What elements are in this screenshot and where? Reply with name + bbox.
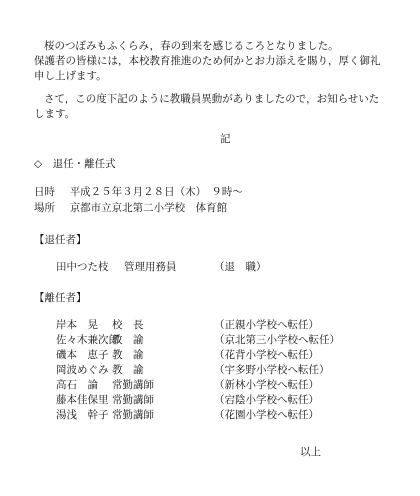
ceremony-place <box>34 202 227 215</box>
departure-row <box>56 364 376 377</box>
departure-row <box>56 319 376 332</box>
departures-heading: 【離任者】 <box>34 292 87 304</box>
departure-note: （花背小学校へ転任） <box>214 349 319 361</box>
departure-note: （宇多野小学校へ転任） <box>214 364 330 376</box>
departure-row <box>56 379 376 392</box>
departure-note: （正親小学校へ転任） <box>214 319 319 331</box>
departure-role: 校 長 <box>112 319 144 331</box>
departure-role: 常勤講師 <box>112 394 154 406</box>
retiree-role: 管理用務員 <box>124 261 177 273</box>
retiree-note: （退 職） <box>214 261 267 273</box>
departure-role: 常勤講師 <box>112 379 154 391</box>
closing-text: 以上 <box>300 446 321 458</box>
departure-name: 湯浅 幹子 <box>56 409 109 421</box>
departure-row <box>56 349 376 362</box>
retirees-heading: 【退任者】 <box>34 234 87 246</box>
departure-note: （新林小学校へ転任） <box>214 379 319 391</box>
intro-line-2: 保護者の皆様には，本校教育推進のため何かとお力添えを賜り，厚く御礼 <box>34 55 381 67</box>
departure-note: （宕陰小学校へ転任） <box>214 394 319 406</box>
ceremony-heading: ◇ 退任・離任式 <box>34 158 116 170</box>
departure-note: （京北第三小学校へ転任） <box>214 334 340 346</box>
departure-role: 教 諭 <box>112 334 144 346</box>
departure-note: （花園小学校へ転任） <box>214 409 319 421</box>
intro-line-4: さて，この度下記のように教職員異動がありましたので，お知らせいた <box>44 93 380 105</box>
intro-line-5: します。 <box>34 108 76 120</box>
date-label: 日時 <box>34 186 55 198</box>
place-value: 京都市立京北第二小学校 体育館 <box>69 202 228 214</box>
departure-role: 常勤講師 <box>112 409 154 421</box>
retiree-row <box>56 261 356 274</box>
departure-name: 佐々木兼次郎 <box>56 334 119 346</box>
departure-row <box>56 394 376 407</box>
intro-line-3: 申し上げます。 <box>34 70 107 82</box>
departure-name: 高石 論 <box>56 379 98 391</box>
retiree-name: 田中つた枝 <box>56 261 109 273</box>
departure-name: 岸本 晃 <box>56 319 98 331</box>
intro-line-1: 桜のつぼみもふくらみ，春の到来を感じるころとなりました。 <box>44 40 339 52</box>
departure-row <box>56 334 376 347</box>
departure-name: 藤本佳保里 <box>56 394 109 406</box>
date-value: 平成２５年３月２８日（木） ９時～ <box>69 186 243 198</box>
departure-role: 教 諭 <box>112 349 144 361</box>
departure-name: 岡波めぐみ <box>56 364 109 376</box>
departure-name: 磯本 恵子 <box>56 349 109 361</box>
departure-role: 教 諭 <box>112 364 144 376</box>
departure-row <box>56 409 376 422</box>
ki-marker: 記 <box>220 133 231 145</box>
ceremony-date <box>34 186 243 199</box>
place-label: 場所 <box>34 202 55 214</box>
